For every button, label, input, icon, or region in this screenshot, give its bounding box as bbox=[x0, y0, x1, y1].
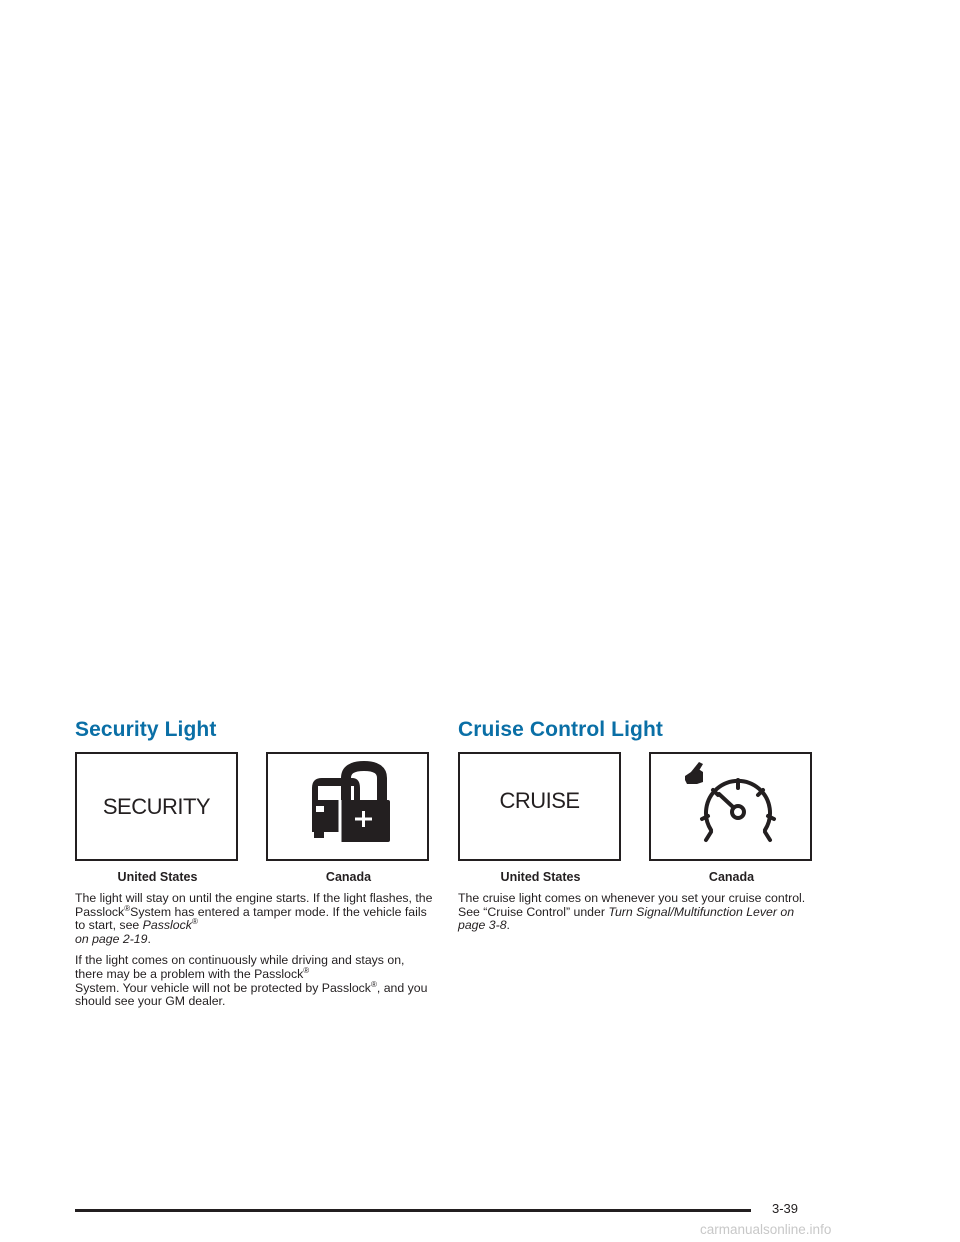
speedometer-hand-icon bbox=[651, 754, 810, 859]
security-canada-indicator bbox=[266, 752, 429, 861]
footer-rule bbox=[75, 1209, 751, 1212]
cruise-control-light-heading: Cruise Control Light bbox=[458, 718, 663, 741]
cruise-canada-indicator bbox=[649, 752, 812, 861]
cruise-indicator-text: CRUISE bbox=[499, 788, 580, 813]
turn-signal-lever-reference-link[interactable]: Turn Signal/Multifunction Lever on page 3-8 bbox=[458, 904, 795, 933]
cruise-indicator-row bbox=[458, 752, 816, 892]
security-light-section bbox=[75, 712, 433, 1017]
watermark: carmanualsonline.info bbox=[700, 1222, 832, 1237]
security-paragraph-1: The light will stay on until the engine starts. If the light flashes, the Passlock®System has entered a tamper mode. If the vehicle fails to start, see Passlock® on page 2-19. bbox=[75, 891, 433, 946]
cruise-us-indicator bbox=[458, 752, 621, 861]
padlock-vehicle-icon bbox=[268, 754, 427, 859]
cruise-caption-canada: Canada bbox=[708, 870, 755, 884]
security-light-heading: Security Light bbox=[75, 718, 217, 741]
security-paragraph-2: If the light comes on continuously while driving and stays on, there may be a problem with the Passlock® System. Your vehicle will not be protected by Passlock®, and you should see your GM dealer. bbox=[75, 953, 428, 1009]
page-number: 3-39 bbox=[772, 1201, 799, 1216]
security-indicator-text: SECURITY bbox=[102, 794, 211, 819]
cruise-caption-us: United States bbox=[500, 870, 581, 884]
security-indicator-row bbox=[75, 752, 433, 892]
security-us-indicator bbox=[75, 752, 238, 861]
cruise-paragraph-1: The cruise light comes on whenever you set your cruise control. See “Cruise Control” under Turn Signal/Multifunction Lever on page 3-8. bbox=[458, 891, 806, 933]
security-caption-canada: Canada bbox=[325, 870, 372, 884]
cruise-control-light-section bbox=[458, 712, 816, 941]
security-caption-us: United States bbox=[117, 870, 198, 884]
passlock-reference-link[interactable]: Passlock® on page 2-19 bbox=[75, 917, 198, 946]
